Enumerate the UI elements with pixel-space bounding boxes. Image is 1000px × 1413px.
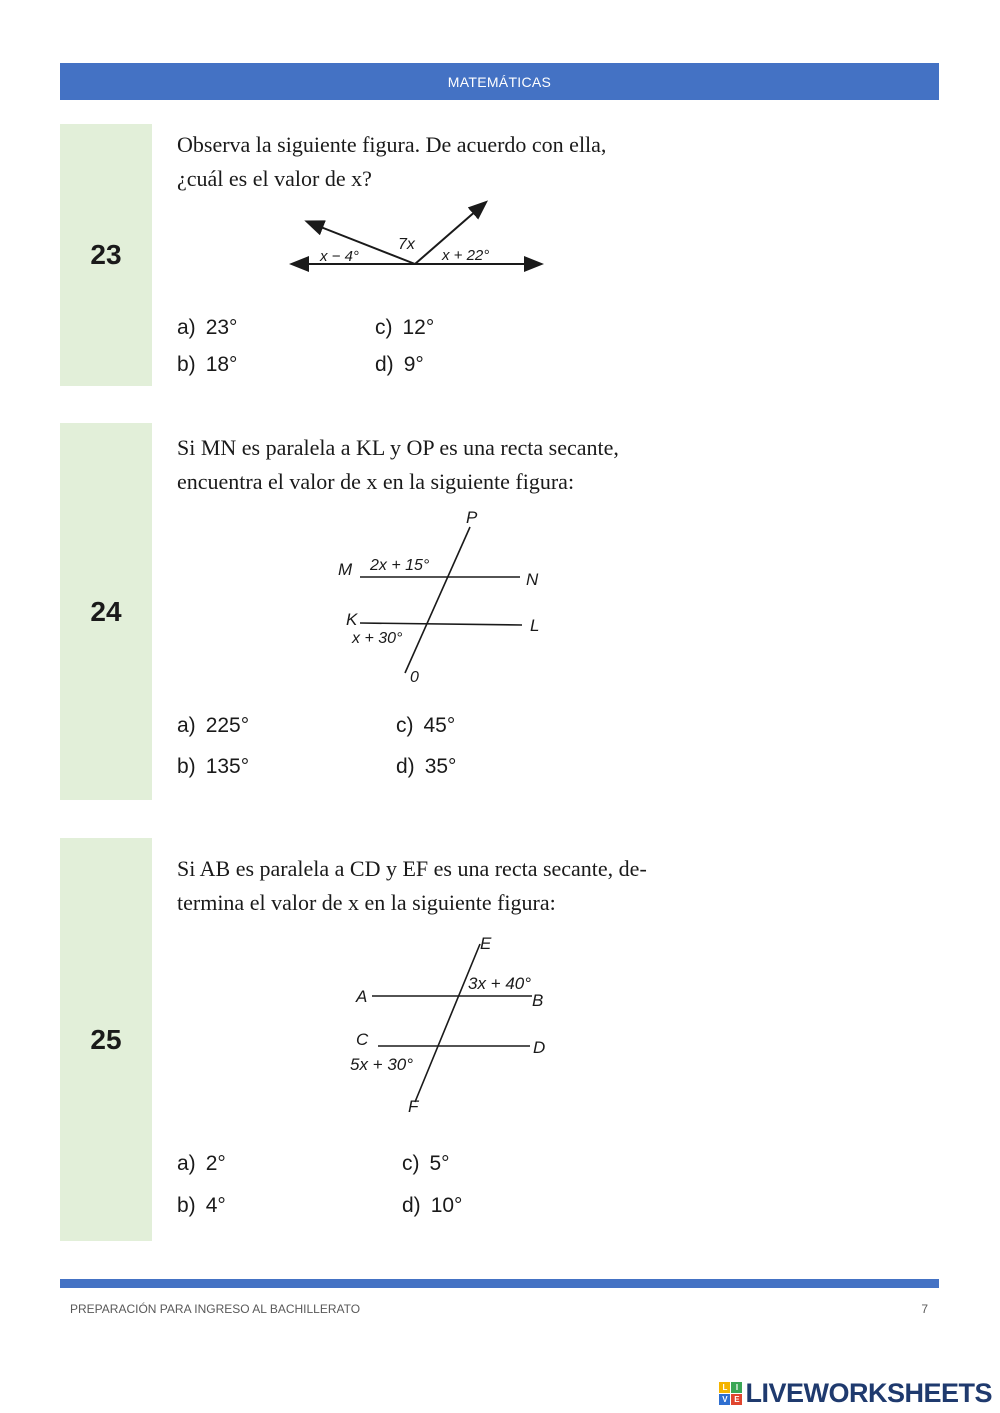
question-number: 24: [90, 595, 122, 627]
option-a: a) 23°: [177, 316, 238, 339]
transversal-op: [405, 527, 470, 673]
angle-label-top: 7x: [398, 236, 415, 253]
parallel-lines-figure: [350, 930, 560, 1120]
question-number-panel: [60, 423, 152, 800]
question-number: 25: [90, 1023, 122, 1055]
angle-figure: [290, 198, 550, 278]
option-c: c) 45°: [396, 714, 456, 737]
question-line: Observa la siguiente figura. De acuerdo con ella,: [177, 132, 607, 157]
option-d: d) 10°: [402, 1194, 463, 1217]
question-number-panel: [60, 838, 152, 1241]
brand-name: LIVEWORKSHEETS: [745, 1378, 992, 1408]
brand-logo-icon: L I V E: [719, 1382, 742, 1405]
header-title: MATEMÁTICAS: [447, 73, 552, 90]
page-number: 7: [921, 1302, 928, 1316]
point-label-m: M: [338, 560, 353, 579]
question-line: Si AB es paralela a CD y EF es una recta secante, de-: [177, 856, 647, 881]
question-line: Si MN es paralela a KL y OP es una recta secante,: [177, 435, 619, 460]
angle-label-bottom: x + 30°: [352, 630, 403, 647]
question-number-panel: [60, 124, 152, 386]
option-d: d) 35°: [396, 755, 457, 778]
point-label-e: E: [480, 934, 492, 953]
option-b: b) 18°: [177, 353, 238, 376]
point-label-n: N: [526, 570, 539, 589]
question-line: termina el valor de x en la siguiente figura:: [177, 890, 556, 915]
angle-label-right: x + 22°: [442, 247, 490, 264]
question-text: [177, 431, 619, 499]
question-number: 23: [90, 239, 122, 270]
angle-label-left: x − 4°: [320, 248, 359, 265]
point-label-o: 0: [410, 669, 419, 686]
angle-label-top: 2x + 15°: [370, 557, 430, 574]
transversal-ef: [415, 944, 480, 1102]
option-d: d) 9°: [375, 353, 424, 376]
question-text: [177, 852, 647, 920]
point-label-d: D: [533, 1038, 546, 1057]
option-b: b) 4°: [177, 1194, 226, 1217]
point-label-a: A: [356, 987, 368, 1006]
parallel-lines-figure: [330, 505, 560, 690]
point-label-b: B: [532, 991, 544, 1010]
point-label-k: K: [346, 610, 358, 629]
option-b: b) 135°: [177, 755, 250, 778]
question-text: [177, 128, 606, 196]
footer-divider: [60, 1279, 939, 1288]
footer-text: PREPARACIÓN PARA INGRESO AL BACHILLERATO: [70, 1302, 361, 1316]
point-label-l: L: [530, 616, 540, 635]
line-kl: [360, 623, 522, 625]
angle-label-top: 3x + 40°: [468, 974, 532, 993]
point-label-p: P: [466, 508, 478, 527]
option-c: c) 5°: [402, 1152, 450, 1175]
question-line: ¿cuál es el valor de x?: [177, 166, 372, 191]
option-a: a) 2°: [177, 1152, 226, 1175]
angle-label-bottom: 5x + 30°: [350, 1055, 414, 1074]
question-line: encuentra el valor de x en la siguiente figura:: [177, 469, 575, 494]
point-label-c: C: [356, 1030, 369, 1049]
option-a: a) 225°: [177, 714, 250, 737]
option-c: c) 12°: [375, 316, 435, 339]
point-label-f: F: [408, 1097, 419, 1116]
brand-watermark: [719, 1378, 992, 1409]
page-header: [60, 63, 939, 100]
